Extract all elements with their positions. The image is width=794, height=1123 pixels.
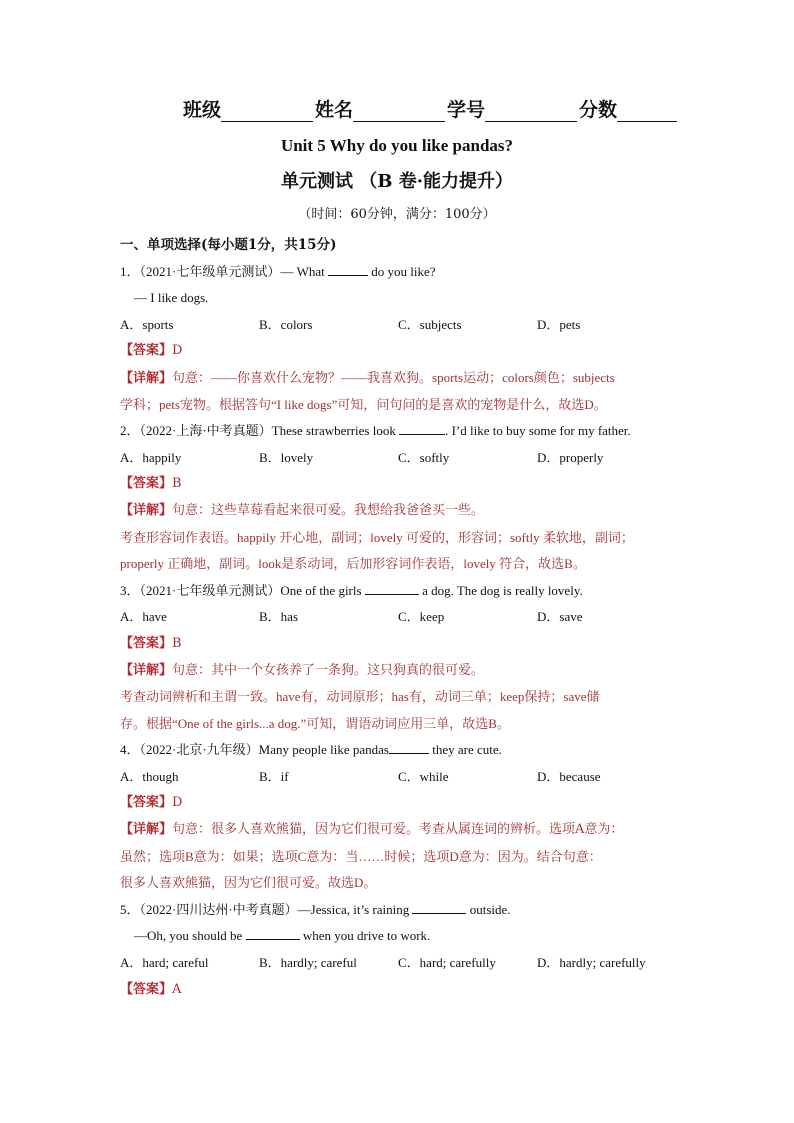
answer-blank bbox=[365, 582, 419, 595]
question-1-answer: 【答案】D bbox=[120, 343, 183, 359]
option-b[interactable]: B．hardly; careful bbox=[259, 955, 357, 971]
answer-blank bbox=[399, 422, 445, 435]
question-2-options bbox=[120, 445, 680, 472]
question-2-answer: 【答案】B bbox=[120, 476, 182, 492]
option-c[interactable]: C．hard; carefully bbox=[398, 955, 496, 971]
question-2-explanation-cont: 考查形容词作表语。happily 开心地，副词；lovely 可爱的，形容词；softly 柔软地，副词； bbox=[120, 529, 634, 545]
test-title: 单元测试 （B 卷·能力提升） bbox=[280, 171, 513, 192]
question-4: 4．（2022·北京·九年级）Many people like pandas they are cute. bbox=[120, 742, 502, 758]
answer-blank bbox=[328, 263, 368, 276]
question-4-options bbox=[120, 764, 680, 791]
option-d[interactable]: D．pets bbox=[537, 316, 581, 332]
score-blank[interactable] bbox=[617, 101, 677, 122]
question-1-options bbox=[120, 312, 680, 339]
student-id-blank[interactable] bbox=[485, 101, 577, 122]
question-3-answer: 【答案】B bbox=[120, 635, 182, 651]
option-b[interactable]: B．colors bbox=[259, 316, 313, 332]
option-a[interactable]: A．sports bbox=[120, 316, 174, 332]
question-4-explanation-cont: 虽然；选项B意为：如果；选项C意为：当……时候；选项D意为：因为。结合句意： bbox=[120, 848, 602, 864]
question-3-options bbox=[120, 604, 680, 631]
question-2: 2．（2022·上海·中考真题）These strawberries look . I’d like to buy some for my father. bbox=[120, 423, 631, 439]
question-2-explanation-cont: properly 正确地，副词。look是系动词，后加形容词作表语，lovely 符合，故选B。 bbox=[120, 556, 586, 572]
question-5-options bbox=[120, 950, 680, 977]
option-a[interactable]: A．hard; careful bbox=[120, 955, 209, 971]
option-d[interactable]: D．because bbox=[537, 768, 601, 784]
question-2-explanation: 【详解】句意：这些草莓看起来很可爱。我想给我爸爸买一些。 bbox=[120, 502, 485, 518]
option-c[interactable]: C．keep bbox=[398, 609, 445, 625]
score-label: 分数 bbox=[579, 99, 618, 121]
answer-blank bbox=[412, 901, 466, 914]
option-d[interactable]: D．hardly; carefully bbox=[537, 955, 646, 971]
question-5: 5．（2022·四川达州·中考真题）—Jessica, it’s raining outside. bbox=[120, 901, 511, 917]
question-5-answer: 【答案】A bbox=[120, 981, 182, 997]
answer-blank bbox=[246, 927, 300, 940]
unit-title: Unit 5 Why do you like pandas? bbox=[280, 136, 514, 155]
option-b[interactable]: B．has bbox=[259, 609, 299, 625]
option-c[interactable]: C．while bbox=[398, 768, 449, 784]
question-1-reply: — I like dogs. bbox=[134, 290, 209, 306]
name-label: 姓名 bbox=[315, 99, 354, 121]
question-3-explanation-cont: 存。根据“One of the girls...a dog.”可知，谓语动词应用三单，故选B。 bbox=[120, 715, 510, 731]
option-a[interactable]: A．though bbox=[120, 768, 179, 784]
question-4-explanation-cont: 很多人喜欢熊猫，因为它们很可爱。故选D。 bbox=[120, 875, 377, 891]
class-blank[interactable] bbox=[221, 101, 313, 122]
option-d[interactable]: D．properly bbox=[537, 449, 604, 465]
option-b[interactable]: B．lovely bbox=[259, 449, 314, 465]
question-1: 1．（2021·七年级单元测试）— What do you like? bbox=[120, 263, 436, 279]
question-3-explanation: 【详解】句意：其中一个女孩养了一条狗。这只狗真的很可爱。 bbox=[120, 662, 485, 678]
question-1-explanation: 【详解】句意：——你喜欢什么宠物？——我喜欢狗。sports运动；colors颜色；subjects bbox=[120, 369, 615, 386]
question-body bbox=[120, 232, 680, 1003]
section-title: 一、单项选择(每小题1分，共15分) bbox=[120, 237, 337, 253]
student-info-line bbox=[183, 98, 683, 122]
option-c[interactable]: C．softly bbox=[398, 449, 450, 465]
class-label: 班级 bbox=[183, 99, 222, 121]
student-id-label: 学号 bbox=[447, 99, 486, 121]
name-blank[interactable] bbox=[353, 101, 445, 122]
question-5-reply: —Oh, you should be when you drive to work. bbox=[134, 928, 431, 944]
option-c[interactable]: C．subjects bbox=[398, 316, 462, 332]
answer-blank bbox=[389, 741, 429, 754]
option-b[interactable]: B．if bbox=[259, 768, 289, 784]
question-4-answer: 【答案】D bbox=[120, 795, 183, 811]
option-a[interactable]: A．have bbox=[120, 609, 167, 625]
option-d[interactable]: D．save bbox=[537, 609, 583, 625]
question-4-explanation: 【详解】句意：很多人喜欢熊猫，因为它们很可爱。考查从属连词的辨析。选项A意为： bbox=[120, 822, 624, 838]
question-1-explanation-cont: 学科；pets宠物。根据答句“I like dogs”可知，问句问的是喜欢的宠物是什么，故选D。 bbox=[120, 396, 607, 412]
test-meta: （时间：60分钟，满分：100分） bbox=[298, 207, 496, 222]
option-a[interactable]: A．happily bbox=[120, 449, 182, 465]
question-3-explanation-cont: 考查动词辨析和主谓一致。have有，动词原形；has有，动词三单；keep保持；save储 bbox=[120, 689, 600, 705]
question-3: 3．（2021·七年级单元测试）One of the girls a dog. The dog is really lovely. bbox=[120, 582, 583, 598]
